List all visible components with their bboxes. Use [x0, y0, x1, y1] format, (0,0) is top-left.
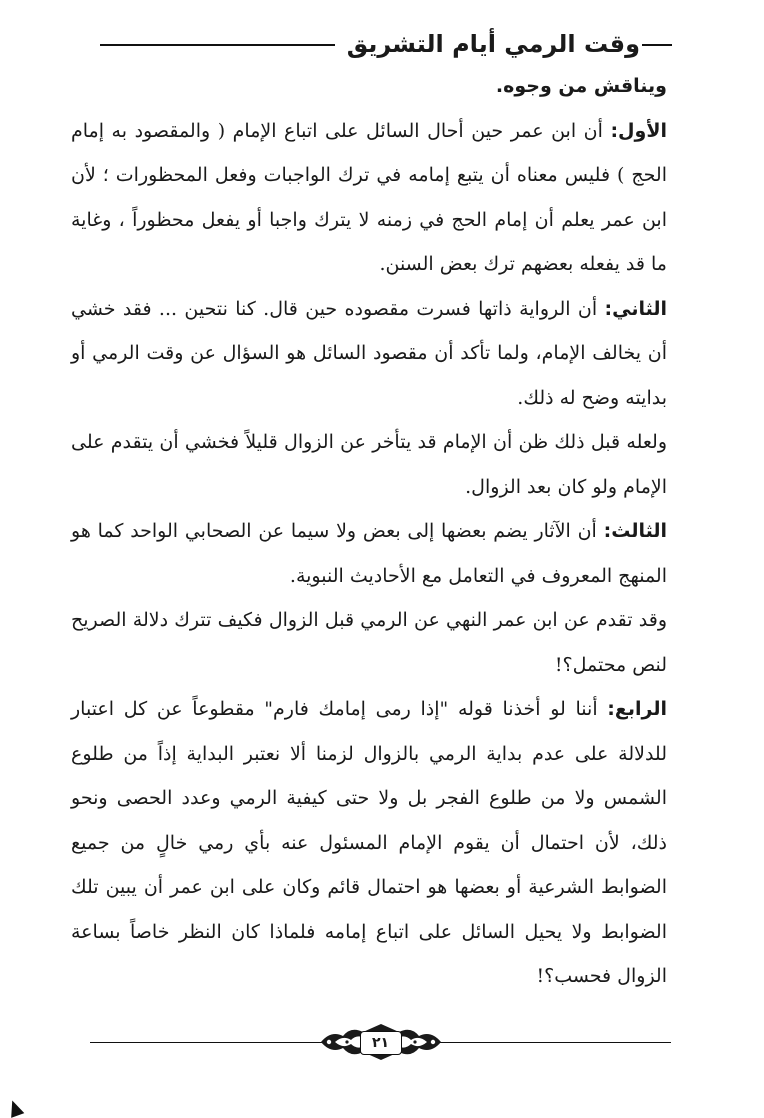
paragraph-text: أننا لو أخذنا قوله "إذا رمى إمامك فارم" مقطوعاً عن كل اعتبار للدلالة على عدم بداية الرمي بالزوال لزمنا ألا نعتبر البداية إذاً من طلوع الشمس ولا من طلوع الفجر بل ولا حتى كيفية الرمي وعدد الحصى ونحو ذلك، لأن احتمال أن يقوم الإمام المسئول عنه بأي رمي خالٍ من جميع الضوابط الشرعية أو بعضها هو احتمال قائم وكان على ابن عمر أن يبين تلك الضوابط ولا يحيل السائل على اتباع إمامه فلماذا كان النظر خاصاً بساعة الزوال فحسب؟!	[71, 698, 667, 987]
header-rule-right	[642, 44, 672, 46]
paragraph-text: وقد تقدم عن ابن عمر النهي عن الرمي قبل الزوال فكيف تترك دلالة الصريح لنص محتمل؟!	[71, 609, 667, 676]
paragraph-text: أن الآثار يضم بعضها إلى بعض ولا سيما عن الصحابي الواحد كما هو المنهج المعروف في التعامل مع الأحاديث النبوية.	[71, 520, 667, 587]
paragraph	[71, 598, 667, 687]
header-rule-left	[100, 44, 335, 46]
paragraph	[71, 420, 667, 509]
paragraph-text: أن الرواية ذاتها فسرت مقصوده حين قال. كنا نتحين ... فقد خشي أن يخالف الإمام، ولما تأكد أن مقصود السائل هو السؤال عن وقت الرمي أو بدايته وضح له ذلك.	[71, 297, 667, 409]
paragraph	[71, 509, 667, 598]
page-footer	[90, 1020, 671, 1064]
paragraph	[71, 109, 667, 287]
paragraph	[71, 687, 667, 999]
paragraph-text: أن ابن عمر حين أحال السائل على اتباع الإمام ( والمقصود به إمام الحج ) فليس معناه أن يتبع إمامه في ترك الواجبات وفعل المحظورات ؛ لأن ابن عمر يعلم أن إمام الحج في زمنه لا يترك واجبا أو يفعل محظوراً ، وغاية ما قد يفعله بعضهم ترك بعض السنن.	[71, 119, 667, 275]
paragraph-lead: الرابع:	[607, 698, 667, 720]
paragraph-lead: الأول:	[610, 119, 667, 142]
paragraph-text: ولعله قبل ذلك ظن أن الإمام قد يتأخر عن الزوال قليلاً فخشي أن يتقدم على الإمام ولو كان بعد الزوال.	[71, 431, 667, 498]
body-text	[71, 64, 667, 999]
paragraph-lead: الثالث:	[603, 520, 667, 542]
running-header	[100, 24, 672, 64]
paragraph-text: ويناقش من وجوه.	[495, 75, 667, 97]
paragraph	[71, 64, 667, 109]
paragraph	[71, 287, 667, 421]
corner-mark-icon	[6, 1098, 25, 1118]
header-title: وقت الرمي أيام التشريق	[346, 30, 640, 58]
page-number: ٢١	[360, 1031, 402, 1055]
paragraph-lead: الثاني:	[604, 297, 667, 320]
